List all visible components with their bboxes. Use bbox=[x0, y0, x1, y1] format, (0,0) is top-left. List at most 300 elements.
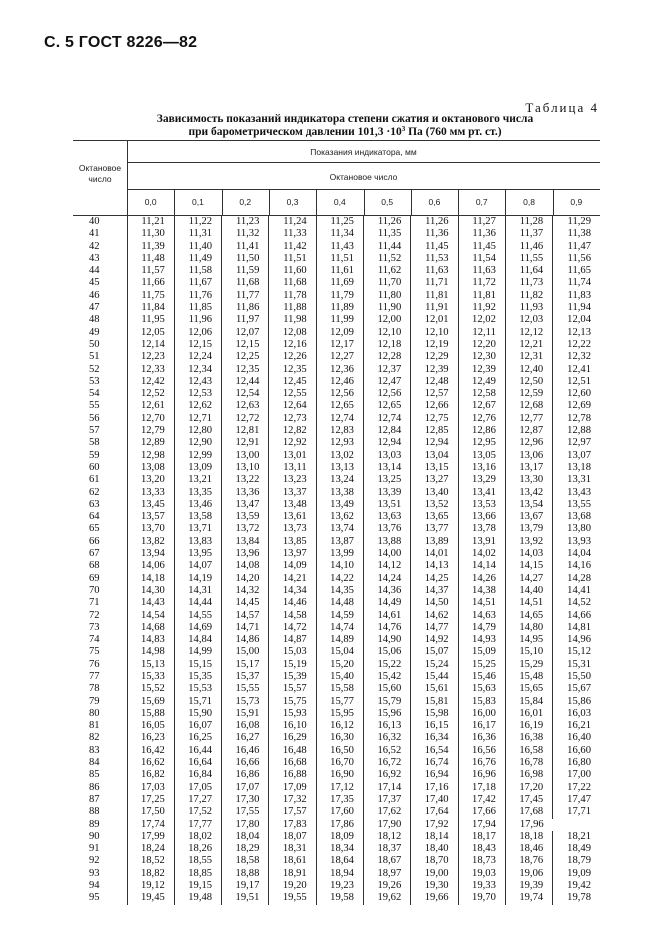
indicator-value-cell: 14,41 bbox=[553, 585, 600, 597]
indicator-value-cell: 16,34 bbox=[411, 732, 458, 744]
indicator-value-cell: 18,52 bbox=[127, 855, 174, 867]
indicator-value-cell: 15,25 bbox=[458, 659, 505, 671]
table-top-rule bbox=[73, 140, 600, 141]
indicator-value-cell: 14,93 bbox=[458, 634, 505, 646]
indicator-value-cell: 14,04 bbox=[553, 548, 600, 560]
indicator-value-cell: 19,48 bbox=[174, 892, 221, 904]
indicator-value-cell: 12,09 bbox=[316, 327, 363, 339]
indicator-value-cell: 11,67 bbox=[174, 277, 221, 289]
indicator-value-cell: 13,88 bbox=[363, 536, 410, 548]
indicator-value-cell: 12,82 bbox=[269, 425, 316, 437]
indicator-value-cell: 16,54 bbox=[411, 745, 458, 757]
table-row bbox=[73, 376, 600, 388]
indicator-value-cell: 17,14 bbox=[363, 782, 410, 794]
indicator-value-cell: 12,13 bbox=[553, 327, 600, 339]
indicator-value-cell: 13,11 bbox=[269, 462, 316, 474]
indicator-value-cell: 16,52 bbox=[363, 745, 410, 757]
indicator-value-cell: 12,05 bbox=[127, 327, 174, 339]
indicator-value-cell: 19,62 bbox=[363, 892, 410, 904]
indicator-value-cell: 18,70 bbox=[411, 855, 458, 867]
indicator-value-cell: 14,08 bbox=[222, 560, 269, 572]
indicator-value-cell: 12,10 bbox=[363, 327, 410, 339]
decimal-header: 0,6 bbox=[428, 197, 441, 207]
table-row bbox=[73, 708, 600, 720]
indicator-value-cell: 13,36 bbox=[222, 487, 269, 499]
table-row bbox=[73, 499, 600, 511]
table-row bbox=[73, 425, 600, 437]
indicator-value-cell: 11,80 bbox=[363, 290, 410, 302]
indicator-value-cell: 14,63 bbox=[458, 610, 505, 622]
indicator-value-cell: 12,88 bbox=[553, 425, 600, 437]
indicator-value-cell: 13,33 bbox=[127, 487, 174, 499]
indicator-value-cell: 15,53 bbox=[174, 683, 221, 695]
indicator-value-cell: 12,86 bbox=[458, 425, 505, 437]
indicator-value-cell: 11,83 bbox=[553, 290, 600, 302]
indicator-value-cell: 12,35 bbox=[269, 364, 316, 376]
indicator-value-cell: 11,94 bbox=[553, 302, 600, 314]
indicator-value-cell: 16,27 bbox=[222, 732, 269, 744]
indicator-value-cell: 14,68 bbox=[127, 622, 174, 634]
indicator-value-cell: 11,79 bbox=[316, 290, 363, 302]
table-row bbox=[73, 819, 600, 831]
table-row bbox=[73, 450, 600, 462]
indicator-value-cell: 12,58 bbox=[458, 388, 505, 400]
indicator-value-cell: 12,32 bbox=[553, 351, 600, 363]
indicator-value-cell: 11,66 bbox=[127, 277, 174, 289]
indicator-value-cell: 13,22 bbox=[222, 474, 269, 486]
indicator-value-cell: 12,12 bbox=[505, 327, 552, 339]
decimal-header-divider bbox=[222, 189, 223, 215]
indicator-value-cell: 17,40 bbox=[411, 794, 458, 806]
indicator-value-cell: 11,36 bbox=[411, 228, 458, 240]
octane-number-cell: 54 bbox=[89, 388, 100, 400]
indicator-value-cell: 12,56 bbox=[316, 388, 363, 400]
indicator-value-cell: 14,02 bbox=[458, 548, 505, 560]
indicator-value-cell: 12,14 bbox=[127, 339, 174, 351]
indicator-value-cell: 15,81 bbox=[411, 696, 458, 708]
indicator-value-cell: 13,01 bbox=[269, 450, 316, 462]
indicator-value-cell: 12,37 bbox=[363, 364, 410, 376]
indicator-value-cell: 13,39 bbox=[363, 487, 410, 499]
indicator-value-cell: 12,91 bbox=[222, 437, 269, 449]
octane-number-cell: 69 bbox=[89, 572, 100, 584]
octane-number-cell: 42 bbox=[89, 240, 100, 252]
indicator-value-cell: 16,42 bbox=[127, 745, 174, 757]
indicator-value-cell: 13,25 bbox=[363, 474, 410, 486]
indicator-value-cell: 18,61 bbox=[269, 855, 316, 867]
indicator-value-cell: 11,31 bbox=[174, 228, 221, 240]
octane-number-cell: 43 bbox=[89, 252, 100, 264]
indicator-value-cell: 11,48 bbox=[127, 253, 174, 265]
octane-number-cell: 50 bbox=[89, 338, 100, 350]
indicator-value-cell: 11,65 bbox=[553, 265, 600, 277]
indicator-value-cell: 11,74 bbox=[553, 277, 600, 289]
indicator-value-cell: 12,81 bbox=[222, 425, 269, 437]
indicator-value-cell: 15,48 bbox=[505, 671, 552, 683]
indicator-value-cell: 12,42 bbox=[127, 376, 174, 388]
table-row bbox=[73, 892, 600, 904]
indicator-value-cell: 13,27 bbox=[411, 474, 458, 486]
caption-pressure-unit: Па (760 мм рт. ст.) bbox=[405, 126, 502, 138]
indicator-value-cell: 17,18 bbox=[458, 782, 505, 794]
indicator-value-cell: 12,22 bbox=[553, 339, 600, 351]
indicator-value-cell: 17,22 bbox=[553, 782, 600, 794]
indicator-value-cell: 16,07 bbox=[174, 720, 221, 732]
octane-number-cell: 85 bbox=[89, 769, 100, 781]
indicator-value-cell: 16,68 bbox=[269, 757, 316, 769]
indicator-value-cell: 12,17 bbox=[316, 339, 363, 351]
indicator-value-cell: 17,35 bbox=[316, 794, 363, 806]
indicator-value-cell: 18,94 bbox=[316, 868, 363, 880]
indicator-value-cell: 16,78 bbox=[505, 757, 552, 769]
indicator-value-cell: 11,43 bbox=[316, 241, 363, 253]
indicator-value-cell: 18,07 bbox=[269, 831, 316, 843]
indicator-value-cell: 14,48 bbox=[316, 597, 363, 609]
indicator-value-cell: 17,62 bbox=[363, 806, 410, 818]
indicator-value-cell: 14,72 bbox=[269, 622, 316, 634]
indicator-value-cell: 12,48 bbox=[411, 376, 458, 388]
indicator-value-cell: 18,73 bbox=[458, 855, 505, 867]
indicator-value-cell: 13,18 bbox=[553, 462, 600, 474]
indicator-value-cell: 19,03 bbox=[458, 868, 505, 880]
indicator-value-cell: 18,91 bbox=[269, 868, 316, 880]
octane-number-cell: 87 bbox=[89, 793, 100, 805]
indicator-value-cell: 13,17 bbox=[505, 462, 552, 474]
indicator-value-cell: 19,74 bbox=[505, 892, 552, 904]
indicator-value-cell: 11,68 bbox=[222, 277, 269, 289]
indicator-value-cell: 15,39 bbox=[269, 671, 316, 683]
indicator-value-cell: 17,99 bbox=[127, 831, 174, 843]
decimal-header: 0,4 bbox=[333, 197, 346, 207]
indicator-value-cell: 12,10 bbox=[411, 327, 458, 339]
indicator-value-cell: 13,52 bbox=[411, 499, 458, 511]
indicator-value-cell: 12,44 bbox=[222, 376, 269, 388]
indicator-value-cell: 19,45 bbox=[127, 892, 174, 904]
indicator-value-cell: 12,69 bbox=[553, 400, 600, 412]
decimal-header: 0,1 bbox=[192, 197, 204, 207]
indicator-value-cell: 11,52 bbox=[363, 253, 410, 265]
indicator-value-cell: 11,40 bbox=[174, 241, 221, 253]
octane-number-cell: 74 bbox=[89, 634, 100, 646]
indicator-value-cell: 15,98 bbox=[411, 708, 458, 720]
octane-number-cell: 73 bbox=[89, 621, 100, 633]
indicator-value-cell: 14,62 bbox=[411, 610, 458, 622]
table-row bbox=[73, 573, 600, 585]
header-octane-number: Октановое число bbox=[329, 172, 398, 182]
indicator-value-cell: 15,61 bbox=[411, 683, 458, 695]
indicator-value-cell: 12,39 bbox=[458, 364, 505, 376]
indicator-value-cell: 11,23 bbox=[222, 216, 269, 228]
indicator-value-cell: 16,01 bbox=[505, 708, 552, 720]
indicator-value-cell: 12,29 bbox=[411, 351, 458, 363]
indicator-value-cell: 16,62 bbox=[127, 757, 174, 769]
indicator-value-cell: 15,91 bbox=[222, 708, 269, 720]
indicator-value-cell: 12,18 bbox=[363, 339, 410, 351]
indicator-value-cell: 12,50 bbox=[505, 376, 552, 388]
table-row bbox=[73, 437, 600, 449]
indicator-value-cell: 15,22 bbox=[363, 659, 410, 671]
indicator-value-cell: 18,49 bbox=[553, 843, 600, 855]
col-header-octane-2: число bbox=[88, 174, 112, 184]
indicator-value-cell: 19,78 bbox=[553, 892, 600, 904]
indicator-value-cell: 17,96 bbox=[505, 819, 552, 831]
decimal-header-divider bbox=[174, 189, 175, 215]
decimal-header-divider bbox=[553, 189, 554, 215]
indicator-value-cell: 11,50 bbox=[222, 253, 269, 265]
indicator-value-cell: 17,66 bbox=[458, 806, 505, 818]
octane-number-cell: 53 bbox=[89, 375, 100, 387]
indicator-value-cell: 16,82 bbox=[127, 769, 174, 781]
indicator-value-cell: 19,33 bbox=[458, 880, 505, 892]
indicator-value-cell: 19,00 bbox=[411, 868, 458, 880]
indicator-value-cell: 17,74 bbox=[127, 819, 174, 831]
indicator-value-cell: 12,84 bbox=[363, 425, 410, 437]
indicator-value-cell: 11,45 bbox=[411, 241, 458, 253]
indicator-value-cell: 17,92 bbox=[411, 819, 458, 831]
indicator-value-cell: 14,40 bbox=[505, 585, 552, 597]
decimal-header: 0,9 bbox=[570, 197, 583, 207]
table-row bbox=[73, 388, 600, 400]
indicator-value-cell: 15,20 bbox=[316, 659, 363, 671]
indicator-value-cell: 11,91 bbox=[411, 302, 458, 314]
decimal-header-divider bbox=[458, 189, 459, 215]
indicator-value-cell: 12,78 bbox=[553, 413, 600, 425]
indicator-value-cell: 15,15 bbox=[174, 659, 221, 671]
octane-number-cell: 82 bbox=[89, 732, 100, 744]
indicator-value-cell: 14,69 bbox=[174, 622, 221, 634]
indicator-value-cell: 16,08 bbox=[222, 720, 269, 732]
indicator-value-cell: 15,60 bbox=[363, 683, 410, 695]
octane-number-cell: 84 bbox=[89, 757, 100, 769]
indicator-value-cell: 15,35 bbox=[174, 671, 221, 683]
indicator-value-cell: 15,29 bbox=[505, 659, 552, 671]
indicator-value-cell: 13,80 bbox=[553, 523, 600, 535]
indicator-value-cell: 11,35 bbox=[363, 228, 410, 240]
indicator-value-cell: 14,66 bbox=[553, 610, 600, 622]
indicator-value-cell: 11,22 bbox=[174, 216, 221, 228]
indicator-value-cell: 12,51 bbox=[553, 376, 600, 388]
indicator-value-cell: 19,23 bbox=[316, 880, 363, 892]
indicator-value-cell: 19,39 bbox=[505, 880, 552, 892]
decimal-header-divider bbox=[505, 189, 506, 215]
indicator-value-cell: 13,68 bbox=[553, 511, 600, 523]
indicator-value-cell: 14,28 bbox=[553, 573, 600, 585]
indicator-value-cell: 15,93 bbox=[269, 708, 316, 720]
indicator-value-cell: 16,13 bbox=[363, 720, 410, 732]
indicator-value-cell: 11,29 bbox=[553, 216, 600, 228]
indicator-value-cell: 18,58 bbox=[222, 855, 269, 867]
table-row bbox=[73, 782, 600, 794]
indicator-value-cell: 12,65 bbox=[363, 400, 410, 412]
indicator-value-cell: 18,40 bbox=[411, 843, 458, 855]
indicator-value-cell: 16,90 bbox=[316, 769, 363, 781]
indicator-value-cell: 11,97 bbox=[222, 314, 269, 326]
indicator-value-cell: 15,75 bbox=[269, 696, 316, 708]
indicator-value-cell: 17,09 bbox=[269, 782, 316, 794]
table-row bbox=[73, 597, 600, 609]
indicator-value-cell: 12,28 bbox=[363, 351, 410, 363]
indicator-value-cell: 12,72 bbox=[222, 413, 269, 425]
indicator-value-cell: 13,93 bbox=[553, 536, 600, 548]
indicator-value-cell: 17,03 bbox=[127, 782, 174, 794]
indicator-value-cell: 14,03 bbox=[505, 548, 552, 560]
indicator-value-cell: 12,49 bbox=[458, 376, 505, 388]
indicator-value-cell: 12,23 bbox=[127, 351, 174, 363]
table-row bbox=[73, 868, 600, 880]
octane-number-cell: 64 bbox=[89, 511, 100, 523]
octane-number-cell: 72 bbox=[89, 609, 100, 621]
indicator-value-cell: 11,92 bbox=[458, 302, 505, 314]
octane-number-cell: 86 bbox=[89, 781, 100, 793]
indicator-value-cell: 16,66 bbox=[222, 757, 269, 769]
indicator-value-cell: 11,95 bbox=[127, 314, 174, 326]
indicator-value-cell: 14,32 bbox=[222, 585, 269, 597]
indicator-value-cell: 11,72 bbox=[458, 277, 505, 289]
indicator-value-cell: 17,42 bbox=[458, 794, 505, 806]
indicator-value-cell: 11,25 bbox=[316, 216, 363, 228]
indicator-value-cell: 11,41 bbox=[222, 241, 269, 253]
indicator-value-cell: 11,57 bbox=[127, 265, 174, 277]
indicator-value-cell: 11,38 bbox=[553, 228, 600, 240]
indicator-value-cell: 16,64 bbox=[174, 757, 221, 769]
indicator-value-cell: 12,15 bbox=[174, 339, 221, 351]
indicator-value-cell: 12,76 bbox=[458, 413, 505, 425]
octane-number-cell: 93 bbox=[89, 867, 100, 879]
indicator-value-cell: 17,50 bbox=[127, 806, 174, 818]
indicator-value-cell: 13,87 bbox=[316, 536, 363, 548]
table-row bbox=[73, 560, 600, 572]
indicator-value-cell: 17,27 bbox=[174, 794, 221, 806]
indicator-value-cell: 17,77 bbox=[174, 819, 221, 831]
indicator-value-cell: 12,06 bbox=[174, 327, 221, 339]
indicator-value-cell: 16,44 bbox=[174, 745, 221, 757]
indicator-value-cell: 11,93 bbox=[505, 302, 552, 314]
indicator-value-cell: 11,84 bbox=[127, 302, 174, 314]
indicator-value-cell: 11,42 bbox=[269, 241, 316, 253]
table-row bbox=[73, 683, 600, 695]
indicator-value-cell: 18,88 bbox=[222, 868, 269, 880]
octane-number-cell: 78 bbox=[89, 683, 100, 695]
indicator-value-cell: 12,53 bbox=[174, 388, 221, 400]
indicator-value-cell: 16,21 bbox=[553, 720, 600, 732]
table-row bbox=[73, 536, 600, 548]
indicator-value-cell: 13,37 bbox=[269, 487, 316, 499]
indicator-value-cell: 16,72 bbox=[363, 757, 410, 769]
indicator-value-cell: 13,82 bbox=[127, 536, 174, 548]
indicator-value-cell: 13,79 bbox=[505, 523, 552, 535]
indicator-value-cell: 19,51 bbox=[222, 892, 269, 904]
indicator-value-cell: 18,24 bbox=[127, 843, 174, 855]
table-row bbox=[73, 720, 600, 732]
indicator-value-cell: 14,30 bbox=[127, 585, 174, 597]
indicator-value-cell: 14,19 bbox=[174, 573, 221, 585]
indicator-value-cell: 12,67 bbox=[458, 400, 505, 412]
indicator-value-cell: 16,60 bbox=[553, 745, 600, 757]
indicator-value-cell: 19,26 bbox=[363, 880, 410, 892]
indicator-value-cell: 14,18 bbox=[127, 573, 174, 585]
indicator-value-cell: 12,46 bbox=[316, 376, 363, 388]
indicator-value-cell: 11,75 bbox=[127, 290, 174, 302]
indicator-value-cell: 12,35 bbox=[222, 364, 269, 376]
indicator-value-cell: 15,84 bbox=[505, 696, 552, 708]
indicator-value-cell: 14,59 bbox=[316, 610, 363, 622]
table-row bbox=[73, 351, 600, 363]
octane-number-cell: 52 bbox=[89, 363, 100, 375]
octane-number-cell: 75 bbox=[89, 646, 100, 658]
indicator-value-cell: 19,12 bbox=[127, 880, 174, 892]
indicator-value-cell: 13,49 bbox=[316, 499, 363, 511]
indicator-value-cell: 12,02 bbox=[458, 314, 505, 326]
indicator-value-cell: 14,10 bbox=[316, 560, 363, 572]
indicator-value-cell: 12,59 bbox=[505, 388, 552, 400]
indicator-value-cell: 12,47 bbox=[363, 376, 410, 388]
indicator-value-cell: 11,58 bbox=[174, 265, 221, 277]
indicator-value-cell: 16,84 bbox=[174, 769, 221, 781]
indicator-value-cell: 13,72 bbox=[222, 523, 269, 535]
indicator-value-cell: 18,76 bbox=[505, 855, 552, 867]
indicator-value-cell: 11,78 bbox=[269, 290, 316, 302]
table-row bbox=[73, 646, 600, 658]
indicator-value-cell: 18,37 bbox=[363, 843, 410, 855]
indicator-value-cell: 15,24 bbox=[411, 659, 458, 671]
octane-number-cell: 49 bbox=[89, 326, 100, 338]
indicator-value-cell: 11,51 bbox=[316, 253, 363, 265]
indicator-value-cell: 15,52 bbox=[127, 683, 174, 695]
indicator-value-cell: 15,57 bbox=[269, 683, 316, 695]
indicator-value-cell: 11,36 bbox=[458, 228, 505, 240]
indicator-value-cell: 14,79 bbox=[458, 622, 505, 634]
indicator-value-cell: 12,27 bbox=[316, 351, 363, 363]
indicator-value-cell: 12,74 bbox=[316, 413, 363, 425]
indicator-value-cell: 11,45 bbox=[458, 241, 505, 253]
octane-number-cell: 45 bbox=[89, 277, 100, 289]
indicator-value-cell: 16,48 bbox=[269, 745, 316, 757]
indicator-value-cell: 15,31 bbox=[553, 659, 600, 671]
indicator-value-cell: 13,48 bbox=[269, 499, 316, 511]
decimal-header-divider bbox=[316, 189, 317, 215]
indicator-value-cell: 18,46 bbox=[505, 843, 552, 855]
indicator-value-cell: 14,26 bbox=[458, 573, 505, 585]
indicator-value-cell: 15,03 bbox=[269, 646, 316, 658]
indicator-value-cell: 17,32 bbox=[269, 794, 316, 806]
indicator-value-cell: 18,02 bbox=[174, 831, 221, 843]
decimal-header: 0,2 bbox=[239, 197, 252, 207]
indicator-value-cell: 14,52 bbox=[553, 597, 600, 609]
indicator-value-cell: 13,08 bbox=[127, 462, 174, 474]
indicator-value-cell: 17,80 bbox=[222, 819, 269, 831]
indicator-value-cell: 13,76 bbox=[363, 523, 410, 535]
indicator-value-cell: 12,93 bbox=[316, 437, 363, 449]
indicator-value-cell: 15,07 bbox=[411, 646, 458, 658]
indicator-value-cell: 12,34 bbox=[174, 364, 221, 376]
indicator-value-cell: 14,98 bbox=[127, 646, 174, 658]
indicator-value-cell: 11,32 bbox=[222, 228, 269, 240]
octane-number-cell: 91 bbox=[89, 843, 100, 855]
indicator-value-cell: 12,00 bbox=[363, 314, 410, 326]
page-header: С. 5 ГОСТ 8226—82 bbox=[44, 34, 198, 51]
indicator-value-cell: 15,96 bbox=[363, 708, 410, 720]
indicator-value-cell: 13,89 bbox=[411, 536, 458, 548]
indicator-value-cell: 13,94 bbox=[127, 548, 174, 560]
table-row bbox=[73, 511, 600, 523]
indicator-value-cell: 12,95 bbox=[458, 437, 505, 449]
indicator-value-cell: 14,34 bbox=[269, 585, 316, 597]
table-row bbox=[73, 277, 600, 289]
indicator-value-cell: 13,95 bbox=[174, 548, 221, 560]
indicator-value-cell: 14,25 bbox=[411, 573, 458, 585]
indicator-value-cell: 13,13 bbox=[316, 462, 363, 474]
indicator-value-cell: 13,53 bbox=[458, 499, 505, 511]
